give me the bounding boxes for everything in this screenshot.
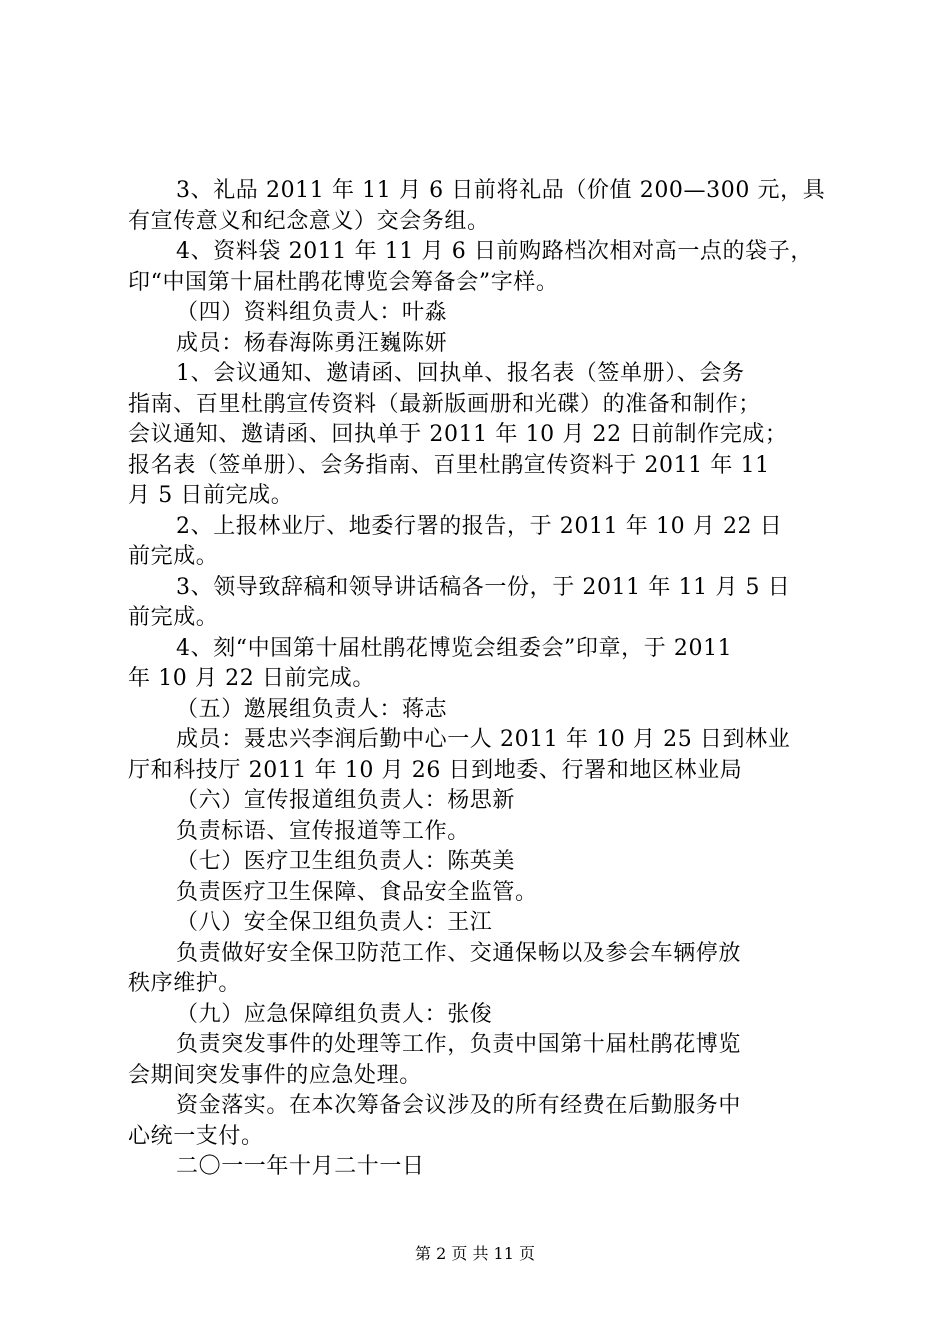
text-line: 有宣传意义和纪念意义）交会务组。 xyxy=(128,208,490,234)
text-line: 成员：杨春海陈勇汪巍陈妍 xyxy=(176,330,448,356)
section-heading: （八）安全保卫组负责人：王江 xyxy=(176,910,493,935)
text-line: 心统一支付。 xyxy=(128,1123,264,1149)
text-line: 负责医疗卫生保障、食品安全监管。 xyxy=(176,879,538,905)
section-heading: （四）资料组负责人：叶淼 xyxy=(176,300,448,325)
text-line: 厅和科技厅 2011 年 10 月 26 日到地委、行署和地区林业局 xyxy=(128,757,743,783)
text-line: 3、领导致辞稿和领导讲话稿各一份，于 2011 年 11 月 5 日 xyxy=(176,574,791,600)
text-line: 负责标语、宣传报道等工作。 xyxy=(176,818,470,844)
text-line: 指南、百里杜鹃宣传资料（最新版画册和光碟）的准备和制作； xyxy=(128,391,761,417)
text-line: 资金落实。在本次筹备会议涉及的所有经费在后勤服务中 xyxy=(176,1093,742,1118)
text-line: 2、上报林业厅、地委行署的报告，于 2011 年 10 月 22 日 xyxy=(176,513,783,539)
text-line: 3、礼品 2011 年 11 月 6 日前将礼品（价值 200—300 元，具 xyxy=(176,178,826,203)
text-line: 前完成。 xyxy=(128,605,219,630)
text-line: 负责突发事件的处理等工作，负责中国第十届杜鹃花博览 xyxy=(176,1032,742,1057)
section-heading: （六）宣传报道组负责人：杨思新 xyxy=(176,788,516,813)
section-heading: （五）邀展组负责人：蒋志 xyxy=(176,696,448,722)
text-line: 4、刻“中国第十届杜鹃花博览会组委会”印章，于 2011 xyxy=(176,635,733,661)
text-line: 会议通知、邀请函、回执单于 2011 年 10 月 22 日前制作完成； xyxy=(128,422,788,447)
text-line: 印“中国第十届杜鹃花博览会筹备会”字样。 xyxy=(128,269,559,295)
text-line: 1、会议通知、邀请函、回执单、报名表（签单册）、会务 xyxy=(176,361,745,386)
document-date: 二〇一一年十月二十一日 xyxy=(176,1154,425,1179)
text-line: 成员：聂忠兴李润后勤中心一人 2011 年 10 月 25 日到林业 xyxy=(176,727,791,752)
text-line: 年 10 月 22 日前完成。 xyxy=(128,666,375,691)
section-heading: （七）医疗卫生组负责人：陈英美 xyxy=(176,849,516,874)
text-line: 报名表（签单册）、会务指南、百里杜鹃宣传资料于 2011 年 11 xyxy=(128,452,770,478)
section-heading: （九）应急保障组负责人：张俊 xyxy=(176,1001,493,1027)
document-body xyxy=(128,176,832,1183)
text-line: 秩序维护。 xyxy=(128,971,242,996)
text-line: 负责做好安全保卫防范工作、交通保畅以及参会车辆停放 xyxy=(176,940,742,966)
text-line: 会期间突发事件的应急处理。 xyxy=(128,1062,422,1088)
page-footer: 第 2 页 共 11 页 xyxy=(415,1244,535,1263)
text-line: 月 5 日前完成。 xyxy=(128,483,294,508)
text-line: 4、资料袋 2011 年 11 月 6 日前购路档次相对高一点的袋子， xyxy=(176,239,813,264)
text-line: 前完成。 xyxy=(128,544,219,569)
